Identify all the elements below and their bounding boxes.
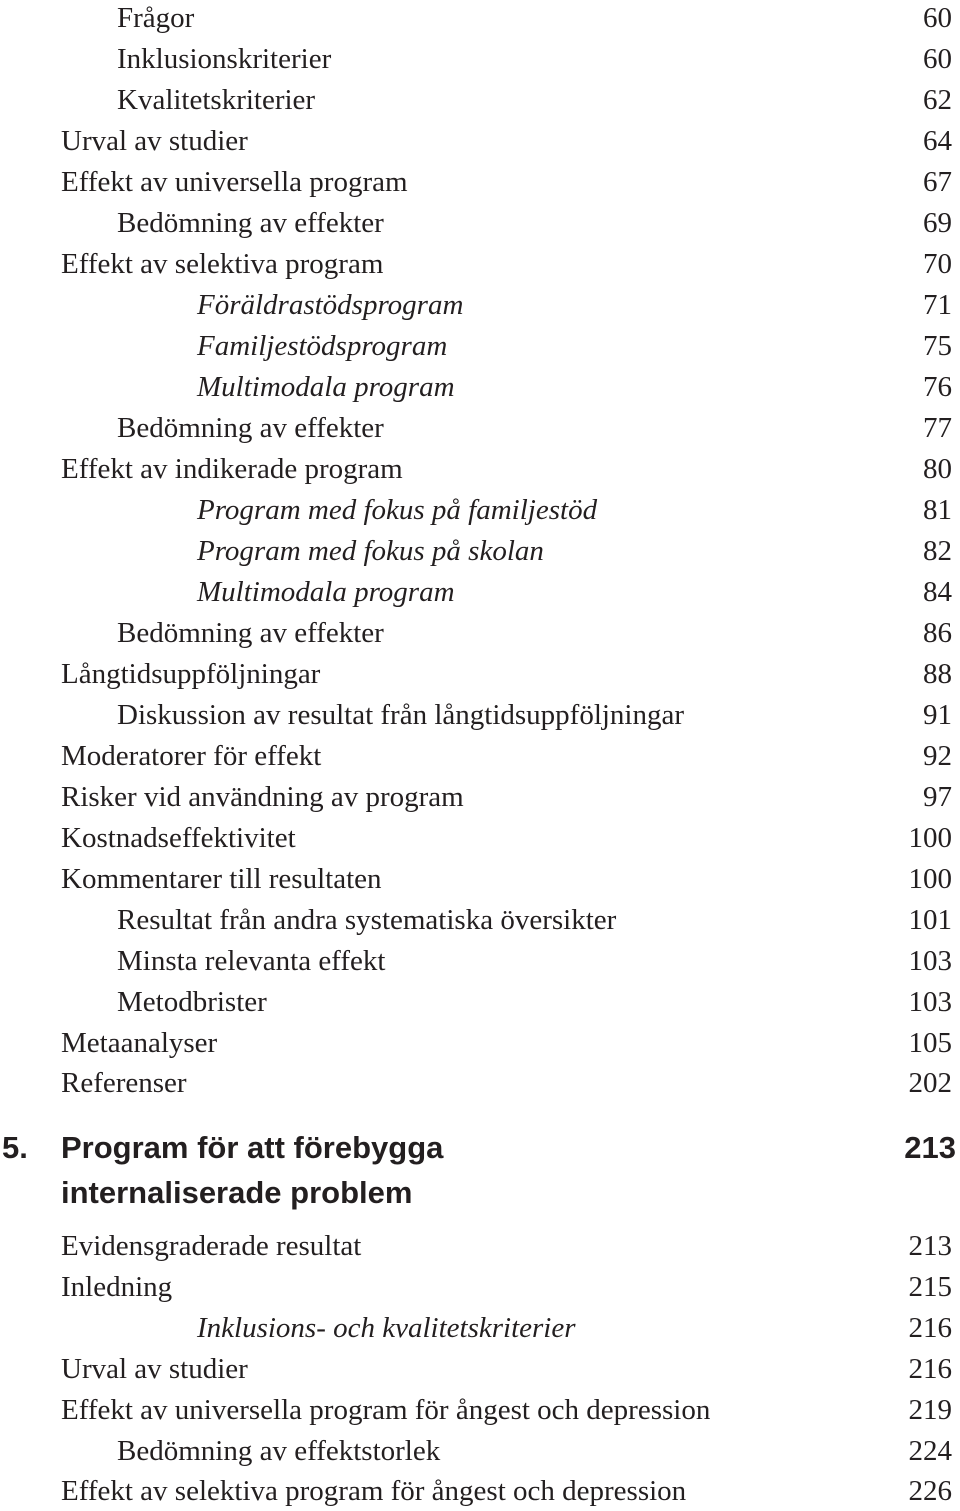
toc-entry-title: Föräldrastödsprogram (197, 289, 464, 321)
toc-entry[interactable] (0, 490, 960, 530)
toc-entry[interactable] (0, 982, 960, 1022)
toc-entry[interactable] (0, 1063, 960, 1103)
toc-entry-page-number: 75 (923, 330, 952, 362)
toc-entry-title: Inledning (61, 1271, 173, 1303)
toc-entry[interactable] (0, 1308, 960, 1348)
toc-entry-title: Bedömning av effekter (117, 617, 384, 649)
toc-entry[interactable] (0, 449, 960, 489)
toc-entry-page-number: 91 (923, 699, 952, 731)
toc-entry-title: Referenser (61, 1067, 187, 1099)
toc-entry-title: Evidensgraderade resultat (61, 1230, 362, 1262)
toc-entry-title: Risker vid användning av program (61, 781, 464, 813)
toc-entry-title: Långtidsuppföljningar (61, 658, 321, 690)
toc-entry[interactable] (0, 1390, 960, 1430)
toc-entry-page-number: 92 (923, 740, 952, 772)
toc-entry-title: Program med fokus på familjestöd (197, 494, 598, 526)
toc-entry[interactable] (0, 1471, 960, 1511)
toc-entry-page-number: 226 (908, 1475, 952, 1507)
toc-entry[interactable] (0, 0, 960, 38)
toc-entry-page-number: 97 (923, 781, 952, 813)
toc-entry[interactable] (0, 285, 960, 325)
toc-entry-title: Effekt av selektiva program för ångest och depression (61, 1475, 687, 1507)
toc-entry-title: Frågor (117, 2, 195, 34)
toc-entry[interactable] (0, 531, 960, 571)
toc-entry-page-number: 101 (908, 904, 952, 936)
toc-entry-title: Urval av studier (61, 125, 248, 157)
toc-entry[interactable] (0, 1267, 960, 1307)
toc-entry-page-number: 213 (908, 1230, 952, 1262)
toc-entry-page-number: 202 (908, 1067, 952, 1099)
toc-entry-title: Minsta relevanta effekt (117, 945, 386, 977)
toc-entry-page-number: 219 (908, 1394, 952, 1426)
toc-entry[interactable] (0, 1023, 960, 1063)
toc-entry-page-number: 224 (908, 1435, 952, 1467)
chapter-page-number: 213 (904, 1130, 956, 1165)
toc-entry-page-number: 216 (908, 1353, 952, 1385)
toc-entry-title: Inklusionskriterier (117, 43, 332, 75)
toc-entry-title: Resultat från andra systematiska översikter (117, 904, 617, 936)
toc-entry-title: Kommentarer till resultaten (61, 863, 382, 895)
toc-entry-page-number: 105 (908, 1027, 952, 1059)
toc-entry-page-number: 70 (923, 248, 952, 280)
toc-entry-title: Effekt av indikerade program (61, 453, 403, 485)
toc-entry-title: Program med fokus på skolan (197, 535, 544, 567)
chapter-number: 5. (2, 1130, 28, 1165)
toc-entry[interactable] (0, 203, 960, 243)
toc-entry[interactable] (0, 736, 960, 776)
toc-entry-title: Urval av studier (61, 1353, 248, 1385)
toc-entry[interactable] (0, 408, 960, 448)
toc-entry-page-number: 62 (923, 84, 952, 116)
toc-entry[interactable] (0, 859, 960, 899)
toc-entry-page-number: 82 (923, 535, 952, 567)
toc-entry[interactable] (0, 613, 960, 653)
toc-entry-page-number: 71 (923, 289, 952, 321)
toc-entry[interactable] (0, 941, 960, 981)
toc-entry-title: Familjestödsprogram (197, 330, 448, 362)
toc-entry[interactable] (0, 1349, 960, 1389)
toc-entry[interactable] (0, 39, 960, 79)
toc-entry-page-number: 77 (923, 412, 952, 444)
toc-entry[interactable] (0, 818, 960, 858)
toc-entry-title: Diskussion av resultat från långtidsuppföljningar (117, 699, 685, 731)
toc-entry-page-number: 69 (923, 207, 952, 239)
toc-entry-title: Kvalitetskriterier (117, 84, 316, 116)
toc-entry-title: Effekt av selektiva program (61, 248, 384, 280)
toc-entry-title: Kostnadseffektivitet (61, 822, 296, 854)
toc-entry-title: Multimodala program (197, 371, 455, 403)
toc-entry-page-number: 215 (908, 1271, 952, 1303)
toc-entry[interactable] (0, 162, 960, 202)
toc-entry-title: Bedömning av effekter (117, 207, 384, 239)
toc-entry-page-number: 60 (923, 43, 952, 75)
toc-entry-page-number: 84 (923, 576, 952, 608)
toc-entry[interactable] (0, 900, 960, 940)
toc-entry-title: Multimodala program (197, 576, 455, 608)
toc-entry-title: Moderatorer för effekt (61, 740, 322, 772)
toc-entry-page-number: 88 (923, 658, 952, 690)
chapter-title-line1: Program för att förebygga (61, 1130, 444, 1165)
toc-entry-page-number: 103 (908, 945, 952, 977)
toc-entry-title: Effekt av universella program för ångest och depression (61, 1394, 711, 1426)
toc-entry-page-number: 100 (908, 863, 952, 895)
toc-entry[interactable] (0, 80, 960, 120)
toc-entry-title: Effekt av universella program (61, 166, 408, 198)
toc-entry[interactable] (0, 244, 960, 284)
toc-entry-title: Metaanalyser (61, 1027, 218, 1059)
chapter-title-line2: internaliserade problem (61, 1175, 413, 1210)
toc-entry-page-number: 80 (923, 453, 952, 485)
toc-entry-page-number: 100 (908, 822, 952, 854)
toc-entry-title: Bedömning av effektstorlek (117, 1435, 441, 1467)
toc-entry-page-number: 60 (923, 2, 952, 34)
toc-entry-page-number: 64 (923, 125, 952, 157)
toc-entry-page-number: 67 (923, 166, 952, 198)
toc-entry-page-number: 216 (908, 1312, 952, 1344)
toc-entry[interactable] (0, 1431, 960, 1471)
toc-entry[interactable] (0, 367, 960, 407)
toc-entry-page-number: 81 (923, 494, 952, 526)
toc-entry-page-number: 86 (923, 617, 952, 649)
toc-entry-title: Inklusions- och kvalitetskriterier (197, 1312, 576, 1344)
chapter-heading[interactable] (0, 1128, 960, 1168)
toc-entry[interactable] (0, 572, 960, 612)
toc-entry[interactable] (0, 1226, 960, 1266)
toc-entry[interactable] (0, 695, 960, 735)
toc-entry[interactable] (0, 777, 960, 817)
toc-entry-title: Metodbrister (117, 986, 267, 1018)
toc-entry-title: Bedömning av effekter (117, 412, 384, 444)
toc-entry[interactable] (0, 654, 960, 694)
toc-entry-page-number: 103 (908, 986, 952, 1018)
toc-entry[interactable] (0, 121, 960, 161)
toc-entry-page-number: 76 (923, 371, 952, 403)
chapter-heading-continued (0, 1173, 960, 1213)
toc-entry[interactable] (0, 326, 960, 366)
